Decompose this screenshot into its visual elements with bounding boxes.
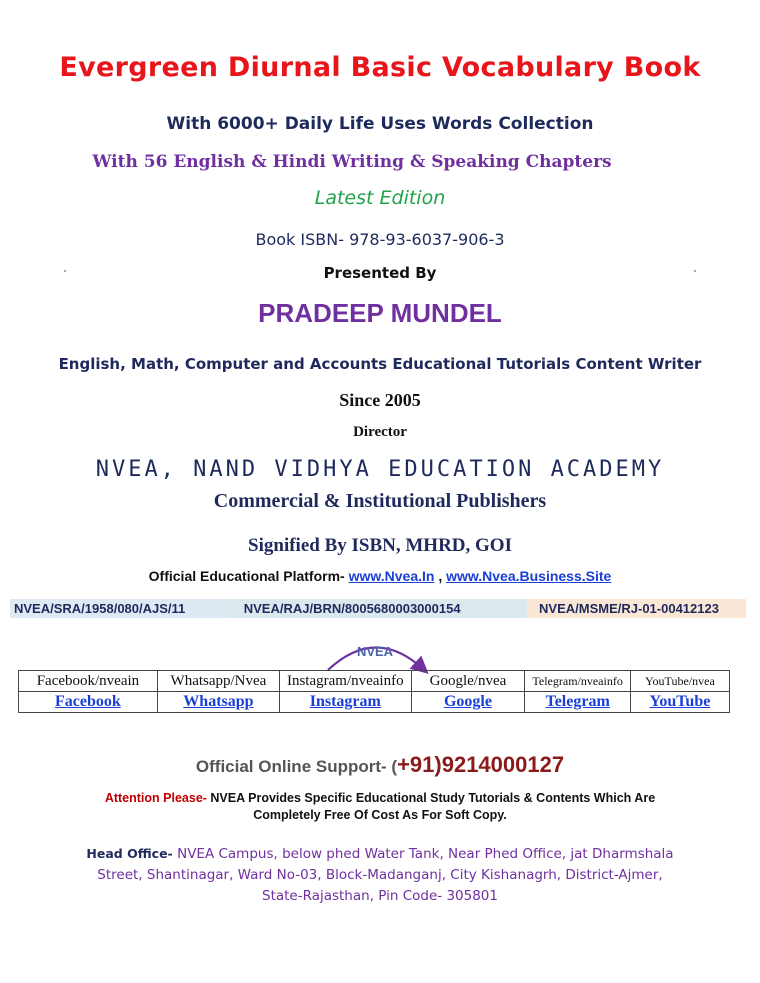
- subtitle-chapters: With 56 English & Hindi Writing & Speaking Chapters: [92, 152, 612, 172]
- publishers-line: Commercial & Institutional Publishers: [213, 490, 547, 512]
- registration-msme: NVEA/MSME/RJ-01-00412123: [527, 599, 746, 618]
- since-year: Since 2005: [339, 390, 421, 410]
- online-support: [0, 752, 760, 778]
- link-telegram[interactable]: Telegram: [525, 692, 631, 713]
- subtitle-words: With 6000+ Daily Life Uses Words Collection: [166, 114, 594, 134]
- registration-brn: NVEA/RAJ/BRN/8005680003000154: [226, 599, 527, 618]
- signified-line: Signified By ISBN, MHRD, GOI: [248, 535, 512, 556]
- registration-sra: NVEA/SRA/1958/080/AJS/11: [10, 599, 226, 618]
- platform-label: Official Educational Platform-: [148, 568, 349, 584]
- registration-bar: [10, 599, 746, 618]
- handle-facebook: Facebook/nveain: [19, 671, 158, 692]
- attention-label: Attention Please-: [104, 791, 211, 805]
- office-line1: NVEA Campus, below phed Water Tank, Near Phed Office, jat Dharmshala: [177, 846, 674, 862]
- social-links-row: [19, 692, 730, 713]
- handle-whatsapp: Whatsapp/Nvea: [157, 671, 279, 692]
- link-whatsapp[interactable]: Whatsapp: [157, 692, 279, 713]
- platform-link-business-site[interactable]: www.Nvea.Business.Site: [446, 568, 612, 584]
- social-table: [18, 670, 730, 713]
- book-title: Evergreen Diurnal Basic Vocabulary Book: [59, 52, 701, 83]
- handle-telegram: Telegram/nveainfo: [525, 671, 631, 692]
- book-isbn: Book ISBN- 978-93-6037-906-3: [255, 230, 505, 249]
- support-label: Official Online Support- (: [195, 757, 398, 776]
- academy-name: NVEA, NAND VIDHYA EDUCATION ACADEMY: [95, 457, 665, 482]
- attention-line2: Completely Free Of Cost As For Soft Copy.: [253, 808, 507, 822]
- nvea-badge-label: NVEA: [356, 644, 394, 659]
- handle-youtube: YouTube/nvea: [630, 671, 729, 692]
- handle-instagram: Instagram/nveainfo: [280, 671, 412, 692]
- platform-separator: ,: [434, 568, 447, 584]
- office-label: Head Office-: [86, 846, 178, 861]
- head-office: [0, 843, 760, 907]
- author-name: PRADEEP MUNDEL: [258, 298, 502, 328]
- platform-line: [0, 568, 760, 584]
- author-role: Director: [353, 424, 407, 440]
- office-line3: State-Rajasthan, Pin Code- 305801: [262, 888, 498, 904]
- support-phone: +91)9214000127: [397, 752, 565, 777]
- attention-notice: [0, 790, 760, 824]
- platform-link-nvea-in[interactable]: www.Nvea.In: [348, 568, 435, 584]
- edition-label: Latest Edition: [314, 187, 446, 209]
- link-instagram[interactable]: Instagram: [280, 692, 412, 713]
- attention-line1: NVEA Provides Specific Educational Study Tutorials & Contents Which Are: [210, 791, 656, 805]
- link-google[interactable]: Google: [411, 692, 525, 713]
- presented-by: Presented By: [323, 264, 437, 282]
- link-facebook[interactable]: Facebook: [19, 692, 158, 713]
- writer-description: English, Math, Computer and Accounts Educational Tutorials Content Writer: [58, 355, 702, 373]
- handle-google: Google/nvea: [411, 671, 525, 692]
- office-line2: Street, Shantinagar, Ward No-03, Block-Madanganj, City Kishanagrh, District-Ajmer,: [97, 867, 663, 883]
- link-youtube[interactable]: YouTube: [630, 692, 729, 713]
- nvea-arc-arrow-icon: [320, 634, 430, 674]
- social-handles-row: [19, 671, 730, 692]
